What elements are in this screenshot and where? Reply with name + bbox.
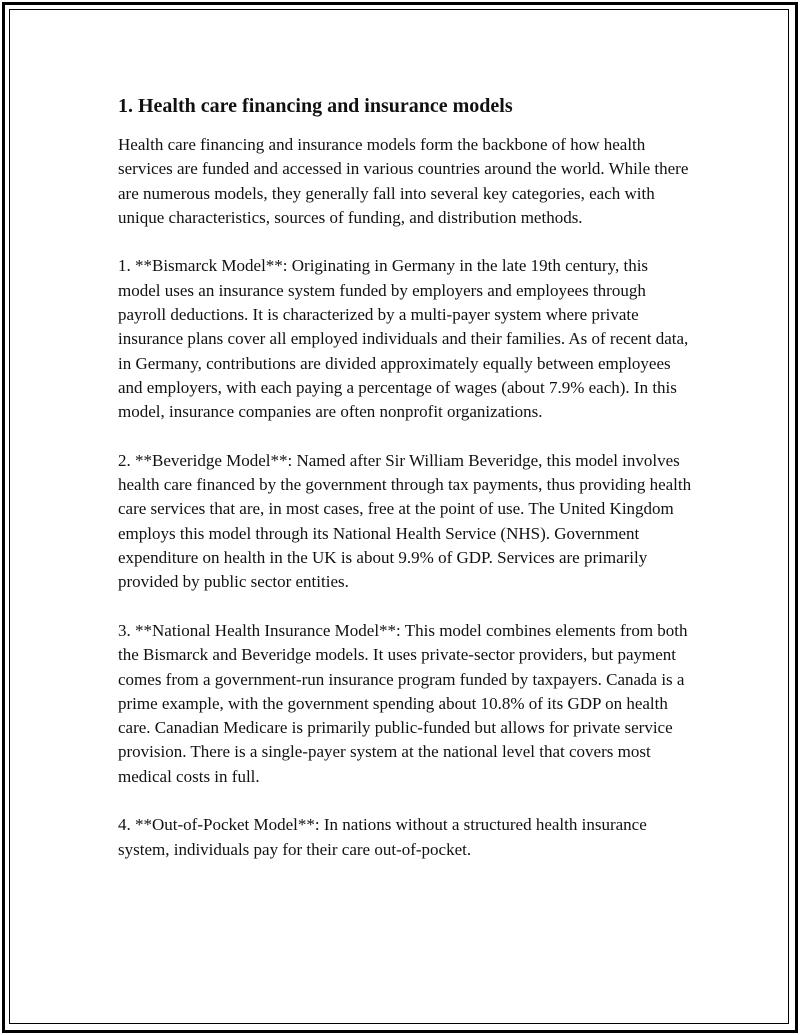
intro-paragraph: Health care financing and insurance models form the backbone of how health services are funded and accessed in various countries around the world. While there are numerous models, they generally fall into several key categories, each with unique characteristics, sources of funding, and distribution methods. — [118, 135, 689, 227]
document-body — [118, 93, 693, 886]
bismarck-model-paragraph: 1. **Bismarck Model**: Originating in Germany in the late 19th century, this model uses an insurance system funded by employers and employees through payroll deductions. It is characterized by a multi-payer system where private insurance plans cover all employed individuals and their families. As of recent data, in Germany, contributions are divided approximately equally between employees and employers, with each paying a percentage of wages (about 7.9% each). In this model, insurance companies are often nonprofit organizations. — [118, 256, 689, 422]
national-health-insurance-paragraph: 3. **National Health Insurance Model**: This model combines elements from both the Bismarck and Beveridge models. It uses private-sector providers, but payment comes from a government-run insurance program funded by taxpayers. Canada is a prime example, with the government spending about 10.8% of its GDP on health care. Canadian Medicare is primarily public-funded but allows for private service provision. There is a single-payer system at the national level that covers most medical costs in full. — [118, 620, 688, 786]
section-title: 1. Health care financing and insurance models — [118, 95, 513, 117]
out-of-pocket-model-paragraph: 4. **Out-of-Pocket Model**: In nations without a structured health insurance system, individuals pay for their care out-of-pocket. — [118, 815, 647, 859]
beveridge-model-paragraph: 2. **Beveridge Model**: Named after Sir William Beveridge, this model involves health care financed by the government through tax payments, thus providing health care services that are, in most cases, free at the point of use. The United Kingdom employs this model through its National Health Service (NHS). Government expenditure on health in the UK is about 9.9% of GDP. Services are primarily provided by public sector entities. — [118, 450, 692, 592]
